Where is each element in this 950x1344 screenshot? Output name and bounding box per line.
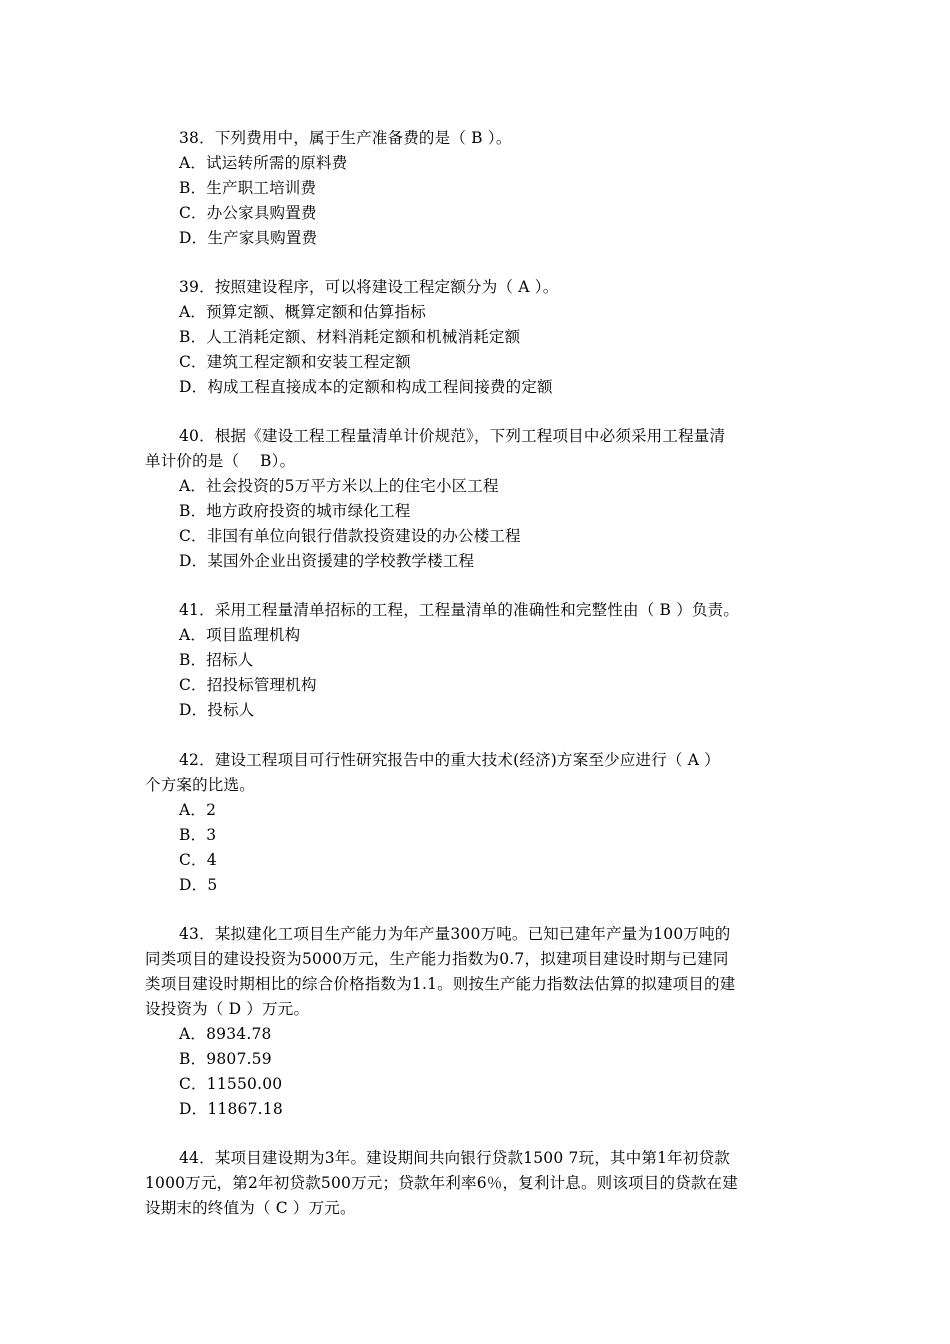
question-39 [145, 275, 810, 400]
option-c: C．建筑工程定额和安装工程定额 [179, 353, 411, 371]
question-stem: 39．按照建设程序，可以将建设工程定额分为（ A ）。 [179, 278, 559, 296]
option-c: C．4 [179, 851, 217, 869]
question-41 [145, 598, 810, 723]
option-c: C．非国有单位向银行借款投资建设的办公楼工程 [179, 527, 521, 545]
option-b: B．9807.59 [179, 1050, 272, 1068]
question-stem: 43．某拟建化工项目生产能力为年产量300万吨。已知已建年产量为100万吨的 [179, 925, 731, 943]
option-d: D．生产家具购置费 [179, 229, 318, 247]
question-stem: 40．根据《建设工程工程量清单计价规范》，下列工程项目中必须采用工程量清 [179, 427, 726, 445]
option-a: A．试运转所需的原料费 [179, 154, 348, 172]
question-stem-continued: 同类项目的建设投资为5000万元，生产能力指数为0.7，拟建项目建设时期与已建同 [145, 950, 729, 968]
option-a: A．预算定额、概算定额和估算指标 [179, 303, 426, 321]
option-d: D．投标人 [179, 701, 255, 719]
question-43 [145, 922, 810, 1122]
question-stem: 41．采用工程量清单招标的工程，工程量清单的准确性和完整性由（ B ）负责。 [179, 601, 740, 619]
option-d: D．构成工程直接成本的定额和构成工程间接费的定额 [179, 378, 553, 396]
option-b: B．生产职工培训费 [179, 179, 317, 197]
option-c: C．11550.00 [179, 1075, 283, 1093]
option-b: B．3 [179, 826, 217, 844]
option-a: A．项目监理机构 [179, 626, 301, 644]
option-a: A．2 [179, 801, 217, 819]
option-a: A．社会投资的5万平方米以上的住宅小区工程 [179, 477, 499, 495]
question-stem-continued: 单计价的是（ B）。 [145, 452, 296, 470]
question-40 [145, 424, 810, 574]
option-b: B．地方政府投资的城市绿化工程 [179, 502, 411, 520]
question-42 [145, 748, 810, 898]
option-d: D．5 [179, 876, 218, 894]
question-stem-continued: 设期末的终值为（ C ）万元。 [145, 1199, 356, 1217]
question-44 [145, 1146, 810, 1221]
question-38 [145, 126, 810, 251]
question-stem: 44．某项目建设期为3年。建设期间共向银行贷款1500 7玩，其中第1年初贷款 [179, 1149, 730, 1167]
option-d: D．11867.18 [179, 1100, 283, 1118]
option-b: B．招标人 [179, 651, 254, 669]
question-stem-continued: 个方案的比选。 [145, 776, 255, 794]
option-c: C．招投标管理机构 [179, 676, 317, 694]
question-stem-continued: 1000万元，第2年初贷款500万元；贷款年利率6％，复利计息。则该项目的贷款在建 [145, 1174, 738, 1192]
question-stem-continued: 类项目建设时期相比的综合价格指数为1.1。则按生产能力指数法估算的拟建项目的建 [145, 975, 736, 993]
option-b: B．人工消耗定额、材料消耗定额和机械消耗定额 [179, 328, 521, 346]
question-stem: 42．建设工程项目可行性研究报告中的重大技术(经济)方案至少应进行（ A ） [179, 751, 720, 769]
option-c: C．办公家具购置费 [179, 204, 317, 222]
option-a: A．8934.78 [179, 1025, 272, 1043]
question-stem-continued: 设投资为（ D ）万元。 [145, 1000, 310, 1018]
question-stem: 38．下列费用中，属于生产准备费的是（ B ）。 [179, 129, 512, 147]
option-d: D．某国外企业出资援建的学校教学楼工程 [179, 552, 475, 570]
